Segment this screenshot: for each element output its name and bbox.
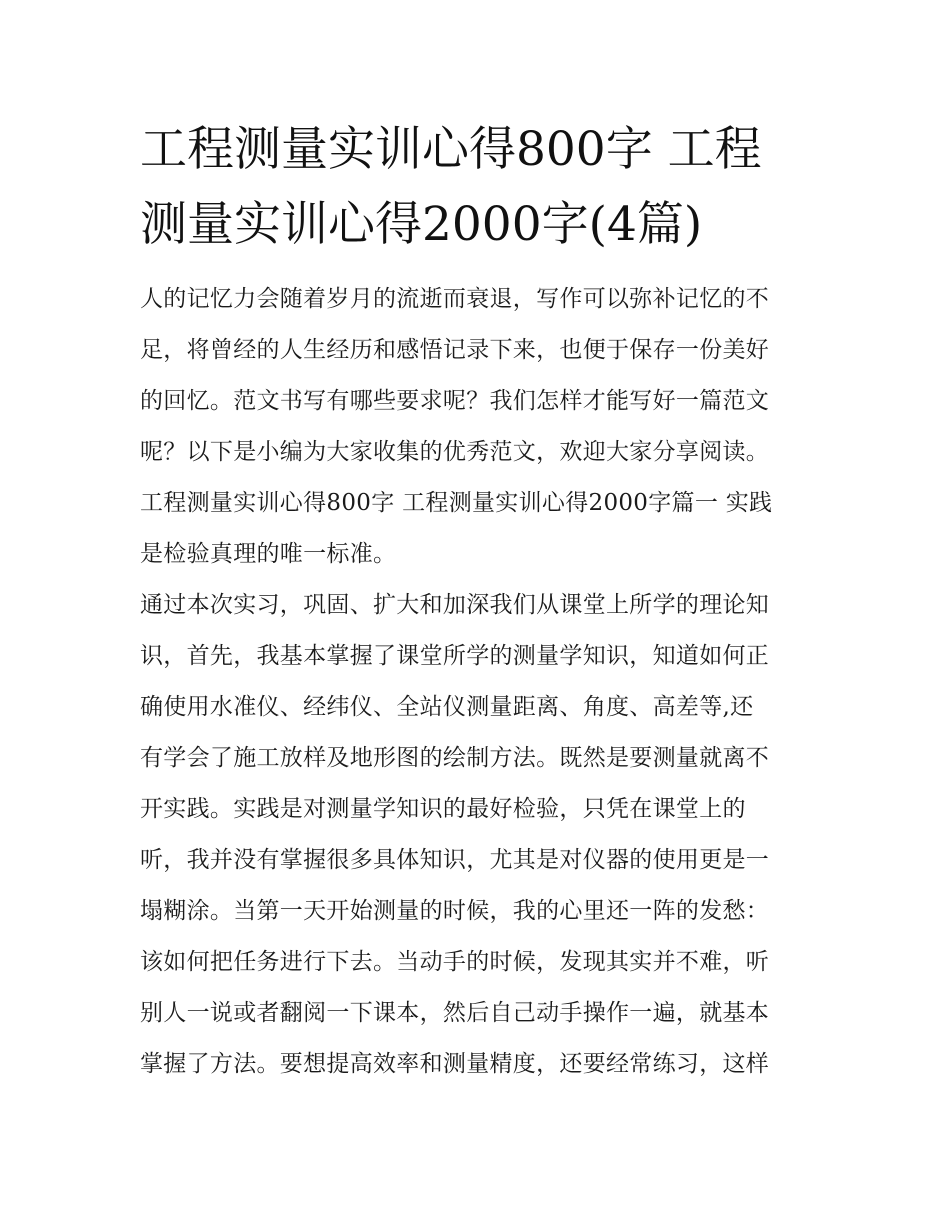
text-line: 确使用水准仪、经纬仪、全站仪测量距离、角度、高差等,还 (140, 694, 754, 720)
text-line: 的回忆。范文书写有哪些要求呢？我们怎样才能写好一篇范文 (140, 388, 770, 414)
title-line: 工程测量实训心得800字 工程 (140, 122, 762, 177)
text-line: 是检验真理的唯一标准。 (140, 541, 397, 567)
text-line: 通过本次实习，巩固、扩大和加深我们从课堂上所学的理论知 (140, 592, 770, 618)
text-line: 足，将曾经的人生经历和感悟记录下来，也便于保存一份美好 (140, 337, 770, 363)
document-title (140, 112, 812, 262)
text-line: 有学会了施工放样及地形图的绘制方法。既然是要测量就离不 (140, 745, 770, 771)
paragraph (140, 580, 812, 1090)
text-line: 塌糊涂。当第一天开始测量的时候，我的心里还一阵的发愁： (140, 898, 770, 924)
text-line: 该如何把任务进行下去。当动手的时候，发现其实并不难，听 (140, 949, 770, 975)
document-body (140, 274, 812, 1090)
text-line: 识，首先，我基本掌握了课堂所学的测量学知识，知道如何正 (140, 643, 770, 669)
text-line: 人的记忆力会随着岁月的流逝而衰退，写作可以弥补记忆的不 (140, 286, 770, 312)
document-page (140, 112, 812, 1090)
text-line: 开实践。实践是对测量学知识的最好检验，只凭在课堂上的 (140, 796, 746, 822)
paragraph (140, 478, 812, 580)
text-line: 别人一说或者翻阅一下课本，然后自己动手操作一遍，就基本 (140, 1000, 770, 1026)
text-line: 工程测量实训心得800字 工程测量实训心得2000字篇一 实践 (140, 490, 773, 516)
text-line: 掌握了方法。要想提高效率和测量精度，还要经常练习，这样 (140, 1051, 770, 1077)
title-line: 测量实训心得2000字(4篇) (140, 197, 703, 252)
text-line: 呢？以下是小编为大家收集的优秀范文，欢迎大家分享阅读。 (140, 439, 770, 465)
text-line: 听，我并没有掌握很多具体知识，尤其是对仪器的使用更是一 (140, 847, 770, 873)
paragraph (140, 274, 812, 478)
